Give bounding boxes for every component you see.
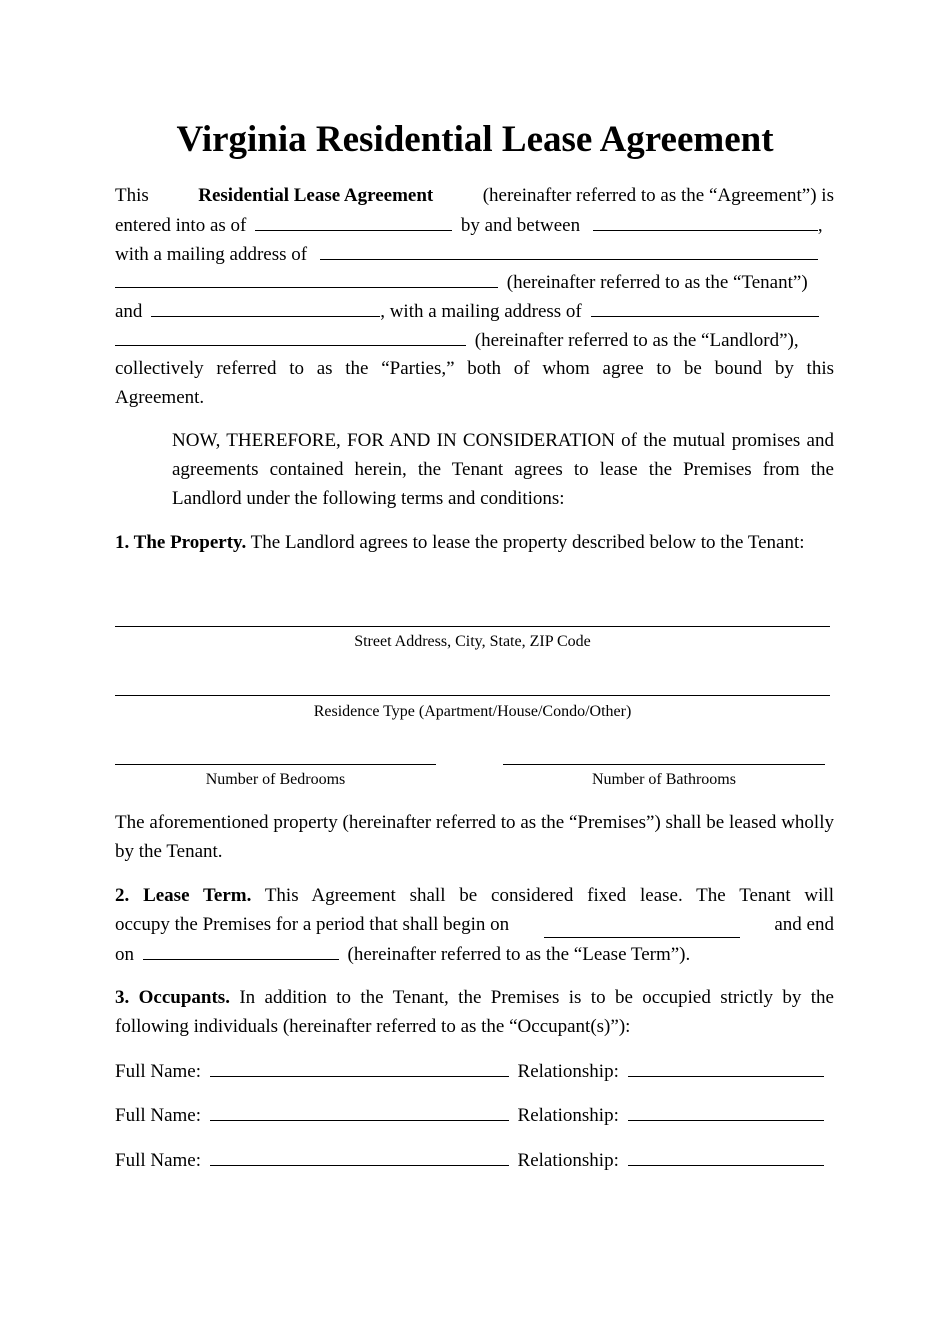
bedrooms-caption: Number of Bedrooms <box>205 771 346 788</box>
intro-line-7: collectively referred to as the “Parties,” both of whom agree to be bound by this <box>115 357 834 379</box>
street-address-caption: Street Address, City, State, ZIP Code <box>354 633 591 650</box>
occupant-relationship-field[interactable] <box>628 1057 824 1077</box>
landlord-name-field[interactable] <box>151 297 380 317</box>
intro-line-2: entered into as of by and between , <box>115 211 834 240</box>
bathrooms-field[interactable] <box>503 764 825 765</box>
residence-type-caption: Residence Type (Apartment/House/Condo/Other) <box>313 703 632 720</box>
occupant-name-field[interactable] <box>210 1101 509 1121</box>
intro-paragraph <box>115 182 834 412</box>
intro-line-8: Agreement. <box>115 386 205 408</box>
occupant-name-field[interactable] <box>210 1146 509 1166</box>
tenant-address-field-2[interactable] <box>115 268 498 288</box>
section-2-paragraph <box>115 882 834 968</box>
tenant-name-field[interactable] <box>593 211 818 231</box>
bathrooms-caption: Number of Bathrooms <box>592 771 736 788</box>
street-address-field[interactable] <box>115 626 830 627</box>
section-2-heading: 2. Lease Term. <box>115 885 252 906</box>
occupant-name-field[interactable] <box>210 1057 509 1077</box>
section-3-paragraph: 3. Occupants. In addition to the Tenant, the Premises is to be occupied strictly by the following individuals (hereinafter referred to as the “Occupant(s)”): <box>115 987 834 1037</box>
premises-paragraph: The aforementioned property (hereinafter referred to as the “Premises”) shall be leased wholly by the Tenant. <box>115 812 834 862</box>
intro-line-4: (hereinafter referred to as the “Tenant”) <box>115 268 834 297</box>
intro-line-6: (hereinafter referred to as the “Landlord”), <box>115 326 834 355</box>
lease-start-date-field[interactable] <box>544 918 740 938</box>
occupant-row: Full Name: Relationship: <box>115 1057 834 1086</box>
document-title: Virginia Residential Lease Agreement <box>176 119 774 160</box>
tenant-address-field[interactable] <box>320 240 818 260</box>
intro-line-1: This Residential Lease Agreement (hereinafter referred to as the “Agreement”) is <box>115 185 834 206</box>
landlord-address-field-2[interactable] <box>115 326 466 346</box>
residence-type-field[interactable] <box>115 695 830 696</box>
section-2-line-3: on (hereinafter referred to as the “Lease Term”). <box>115 940 834 969</box>
intro-line-5: and , with a mailing address of <box>115 297 834 326</box>
landlord-address-field[interactable] <box>591 297 819 317</box>
section-2-line-1: 2. Lease Term. This Agreement shall be considered fixed lease. The Tenant will <box>115 885 834 906</box>
section-2-line-2: occupy the Premises for a period that shall begin on and end <box>115 911 834 940</box>
occupant-relationship-field[interactable] <box>628 1101 824 1121</box>
section-1-paragraph: 1. The Property. The Landlord agrees to lease the property described below to the Tenant: <box>115 532 805 553</box>
occupant-row: Full Name: Relationship: <box>115 1146 834 1175</box>
bedrooms-field[interactable] <box>115 764 436 765</box>
intro-line-3: with a mailing address of <box>115 240 834 269</box>
section-1-heading: 1. The Property. <box>115 532 247 553</box>
occupant-relationship-field[interactable] <box>628 1146 824 1166</box>
section-3-heading: 3. Occupants. <box>115 987 230 1008</box>
now-therefore-paragraph: NOW, THEREFORE, FOR AND IN CONSIDERATION of the mutual promises and agreements contained herein, the Tenant agrees to lease the Premises from the Landlord under the following terms and conditions: <box>172 430 834 509</box>
agreement-date-field[interactable] <box>255 211 452 231</box>
lease-end-date-field[interactable] <box>143 940 339 960</box>
occupant-row: Full Name: Relationship: <box>115 1101 834 1130</box>
occupants-list <box>115 1057 834 1174</box>
